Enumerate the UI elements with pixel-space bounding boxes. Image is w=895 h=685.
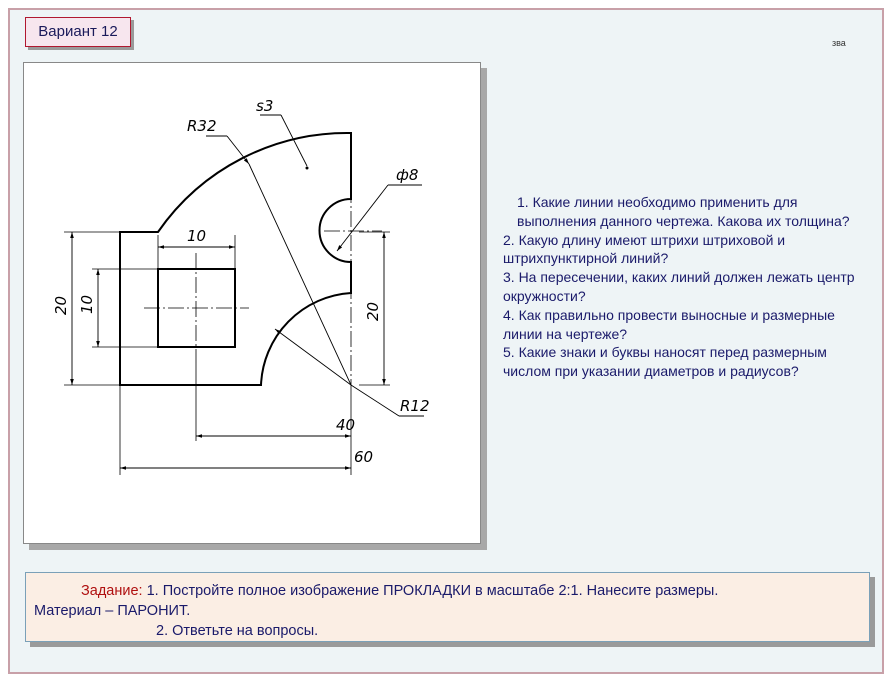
label-phi8: ф8 (396, 166, 419, 184)
task-label: Задание: (81, 583, 143, 599)
gasket-drawing (24, 63, 480, 543)
task-box (25, 572, 870, 642)
label-s3: s3 (256, 97, 274, 115)
question-2: 2. Какую длину имеют штрихи штриховой и штрихпунктирной линий? (503, 231, 786, 267)
label-r12: R12 (400, 397, 430, 415)
question-4: 4. Как правильно провести выносные и размерные линии на чертеже? (503, 306, 835, 342)
question-1: 1. Какие линии необходимо применить для выполнения данного чертежа. Какова их толщина? (517, 194, 850, 229)
question-5: 5. Какие знаки и буквы наносят перед размерным числом при указании диаметров и радиусов? (503, 344, 827, 380)
task-line-2: Материал – ПАРОНИТ. (34, 603, 191, 619)
author-mark: зва (832, 38, 846, 48)
question-3: 3. На пересечении, каких линий должен лежать центр окружности? (503, 269, 855, 304)
label-20-left: 20 (52, 295, 70, 315)
center-lines (144, 163, 382, 391)
task-text-1: 1. Постройте полное изображение ПРОКЛАДКИ в масштабе 2:1. Нанесите размеры. (142, 583, 719, 599)
label-r32: R32 (187, 117, 217, 135)
questions-list (503, 193, 863, 381)
label-10-left: 10 (78, 294, 96, 314)
task-line-3: 2. Ответьте на вопросы. (156, 623, 319, 639)
label-40: 40 (336, 416, 356, 434)
drawing-panel (23, 62, 481, 544)
task-line-1 (26, 581, 869, 601)
s3-dot (306, 167, 309, 170)
label-10-top: 10 (187, 227, 207, 245)
variant-badge: Вариант 12 (25, 17, 131, 47)
label-60: 60 (354, 448, 374, 466)
label-20-right: 20 (364, 301, 382, 321)
